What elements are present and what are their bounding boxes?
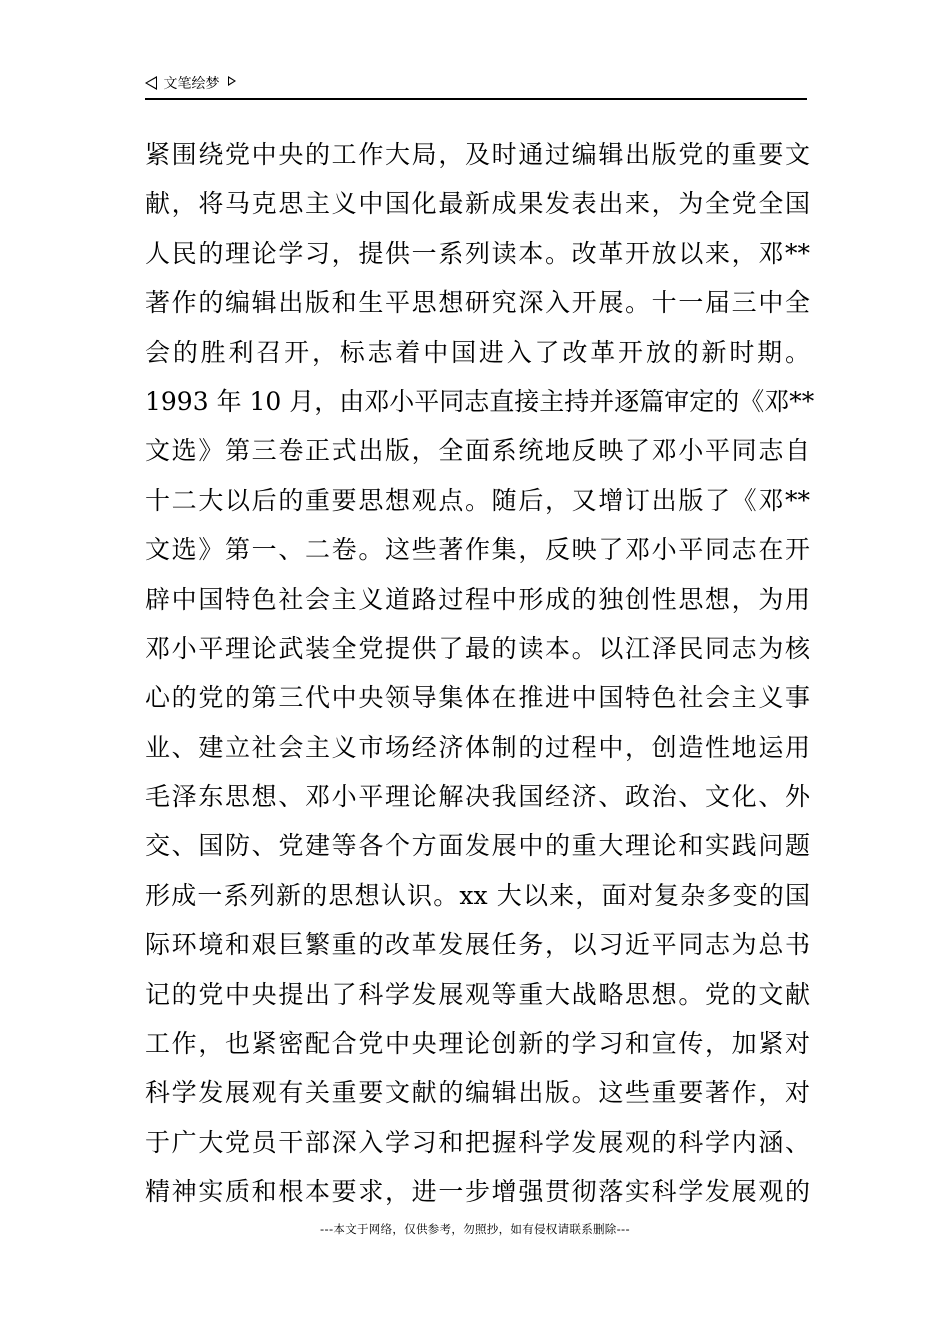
text-line: 辟中国特色社会主义道路过程中形成的独创性思想，为用 <box>145 584 810 614</box>
text-line: 精神实质和根本要求，进一步增强贯彻落实科学发展观的 <box>145 1177 810 1207</box>
triangle-left-icon <box>145 76 157 90</box>
text-line: 紧围绕党中央的工作大局，及时通过编辑出版党的重要文 <box>145 140 810 169</box>
text-line: 形成一系列新的思想认识。xx 大以来，面对复杂多变的国 <box>145 880 810 910</box>
text-line: 著作的编辑出版和生平思想研究深入开展。十一届三中全 <box>145 288 810 318</box>
text-line: 邓小平理论武装全党提供了最的读本。以江泽民同志为核 <box>145 633 810 663</box>
text-line: 交、国防、党建等各个方面发展中的重大理论和实践问题 <box>145 831 810 861</box>
footer-notice: ---本文于网络，仅供参考，勿照抄，如有侵权请联系删除--- <box>320 1222 630 1236</box>
text-line: 心的党的第三代中央领导集体在推进中国特色社会主义事 <box>145 683 810 713</box>
text-line: 毛泽东思想、邓小平理论解决我国经济、政治、文化、外 <box>145 782 810 812</box>
body-paragraph <box>145 130 815 1217</box>
text-line: 1993 年 10 月，由邓小平同志直接主持并逐篇审定的《邓** <box>145 386 815 416</box>
text-line: 工作，也紧密配合党中央理论创新的学习和宣传，加紧对 <box>145 1029 810 1059</box>
text-line: 文选》第三卷正式出版，全面系统地反映了邓小平同志自 <box>145 436 810 466</box>
triangle-right-icon <box>228 76 236 86</box>
text-line: 记的党中央提出了科学发展观等重大战略思想。党的文献 <box>145 979 810 1009</box>
text-line: 际环境和艰巨繁重的改革发展任务，以习近平同志为总书 <box>145 930 810 960</box>
text-line: 文选》第一、二卷。这些著作集，反映了邓小平同志在开 <box>145 535 810 565</box>
page-header <box>145 72 807 100</box>
text-line: 科学发展观有关重要文献的编辑出版。这些重要著作，对 <box>145 1078 810 1108</box>
text-line: 献，将马克思主义中国化最新成果发表出来，为全党全国 <box>145 189 810 219</box>
header-title: 文笔绘梦 <box>163 76 220 92</box>
text-line: 于广大党员干部深入学习和把握科学发展观的科学内涵、 <box>145 1127 810 1157</box>
text-line: 人民的理论学习，提供一系列读本。改革开放以来，邓** <box>145 238 810 268</box>
text-line: 十二大以后的重要思想观点。随后，又增订出版了《邓** <box>145 485 810 515</box>
text-line: 业、建立社会主义市场经济体制的过程中，创造性地运用 <box>145 732 810 762</box>
text-line: 会的胜利召开，标志着中国进入了改革开放的新时期。 <box>145 337 810 367</box>
